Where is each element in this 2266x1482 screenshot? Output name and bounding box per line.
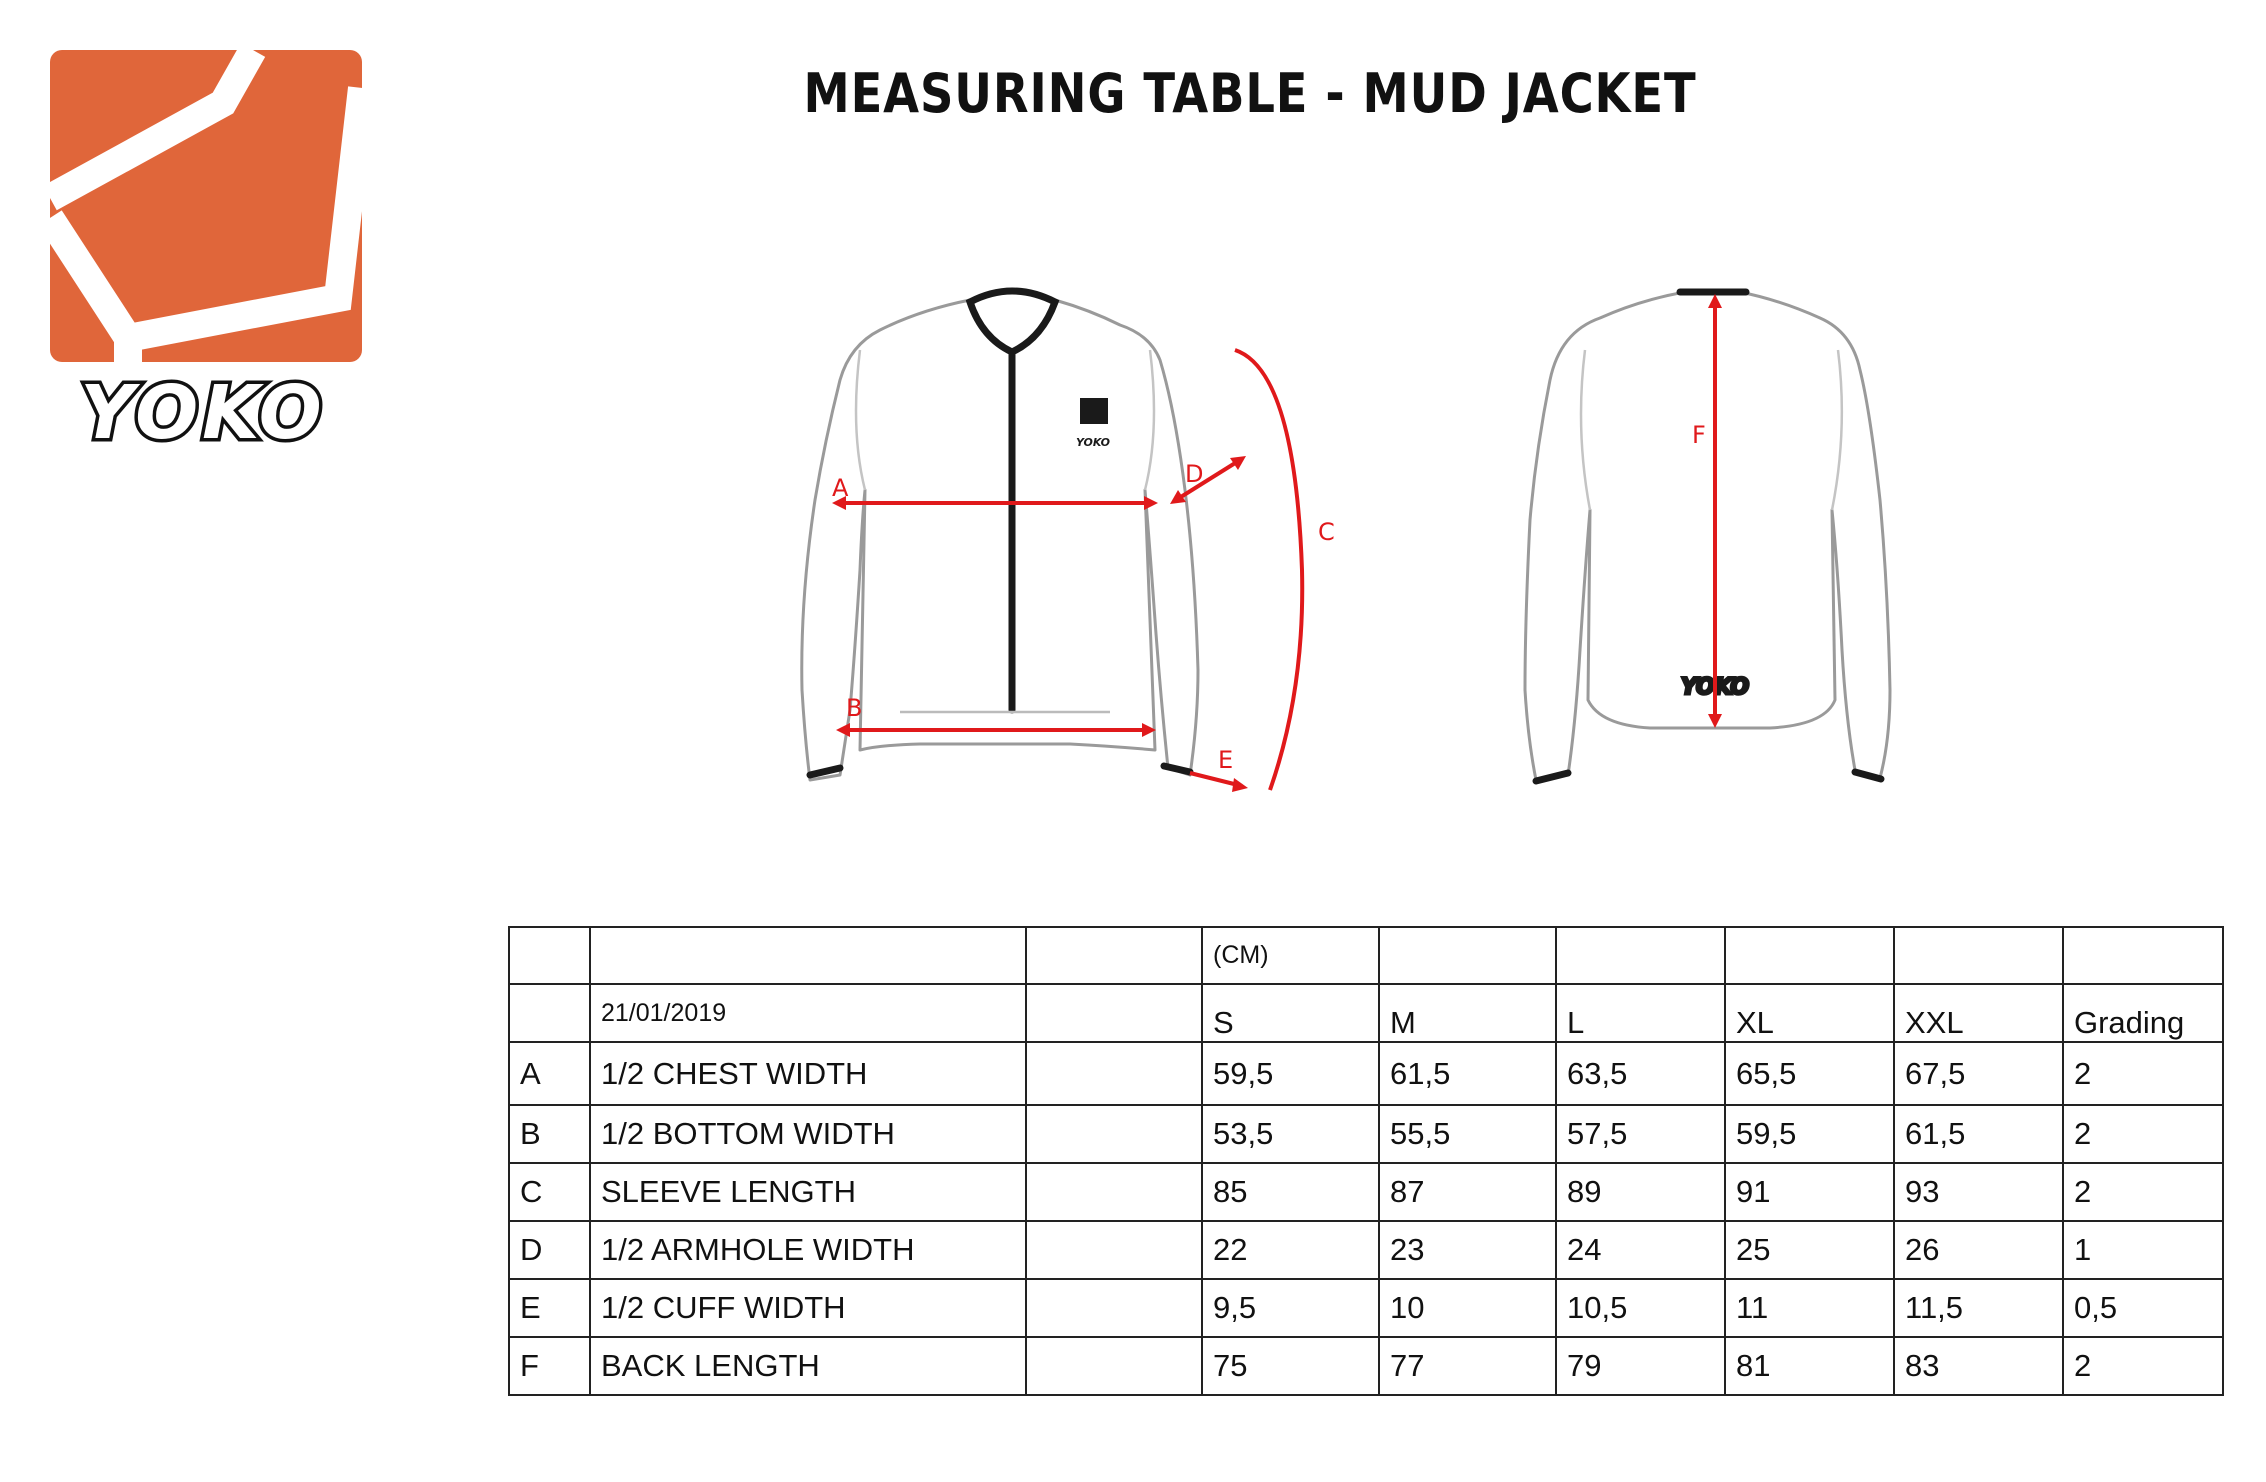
row-code: D (509, 1221, 590, 1279)
row-name: 1/2 CUFF WIDTH (590, 1279, 1026, 1337)
table-row-bottom-width (509, 1105, 2223, 1163)
value-grading: 1 (2063, 1221, 2223, 1279)
value-m: 55,5 (1379, 1105, 1556, 1163)
measure-c-curve (1235, 350, 1302, 790)
table-date: 21/01/2019 (590, 984, 1026, 1042)
value-s: 9,5 (1202, 1279, 1379, 1337)
row-code: C (509, 1163, 590, 1221)
unit-label: (CM) (1202, 927, 1379, 984)
chest-logo-text: YOKO (1075, 436, 1111, 449)
value-xl: 11 (1725, 1279, 1894, 1337)
jacket-back-cuff-left (1536, 773, 1568, 781)
value-xl: 81 (1725, 1337, 1894, 1395)
table-cell (509, 927, 590, 984)
value-xxl: 83 (1894, 1337, 2063, 1395)
table-cell (1026, 1042, 1202, 1105)
value-xxl: 26 (1894, 1221, 2063, 1279)
value-s: 59,5 (1202, 1042, 1379, 1105)
value-m: 77 (1379, 1337, 1556, 1395)
jacket-front-cuff-right (1164, 766, 1190, 772)
value-l: 10,5 (1556, 1279, 1725, 1337)
value-grading: 0,5 (2063, 1279, 2223, 1337)
jacket-front-view (802, 291, 1335, 792)
value-xl: 59,5 (1725, 1105, 1894, 1163)
row-name: SLEEVE LENGTH (590, 1163, 1026, 1221)
value-s: 53,5 (1202, 1105, 1379, 1163)
measure-a-arrow-right (1144, 496, 1158, 510)
value-l: 79 (1556, 1337, 1725, 1395)
value-xxl: 61,5 (1894, 1105, 2063, 1163)
table-row-sleeve-length (509, 1163, 2223, 1221)
table-cell (509, 984, 590, 1042)
measure-e-label: E (1218, 746, 1234, 774)
value-l: 89 (1556, 1163, 1725, 1221)
table-cell (1725, 927, 1894, 984)
table-cell (1379, 927, 1556, 984)
table-cell (1026, 1105, 1202, 1163)
size-header-xxl: XXL (1894, 984, 2063, 1042)
value-m: 10 (1379, 1279, 1556, 1337)
value-s: 22 (1202, 1221, 1379, 1279)
jacket-back-cuff-right (1855, 772, 1881, 779)
jacket-diagram (780, 270, 1960, 810)
value-grading: 2 (2063, 1042, 2223, 1105)
jacket-front-armhole-right (1145, 350, 1154, 490)
value-m: 23 (1379, 1221, 1556, 1279)
row-name: 1/2 ARMHOLE WIDTH (590, 1221, 1026, 1279)
measure-a-label: A (832, 474, 849, 502)
table-cell (590, 927, 1026, 984)
row-code: E (509, 1279, 590, 1337)
page-title: MEASURING TABLE - MUD JACKET (803, 62, 1697, 125)
jacket-front-cuff-left (810, 768, 840, 775)
measure-f-arrow-bottom (1708, 714, 1722, 728)
size-header-xl: XL (1725, 984, 1894, 1042)
table-cell (1026, 1221, 1202, 1279)
table-cell (1026, 984, 1202, 1042)
measurement-table (508, 926, 2224, 1396)
value-s: 75 (1202, 1337, 1379, 1395)
table-unit-row (509, 927, 2223, 984)
table-header-row (509, 984, 2223, 1042)
row-name: 1/2 CHEST WIDTH (590, 1042, 1026, 1105)
measure-b-label: B (846, 694, 863, 722)
table-cell (1026, 1279, 1202, 1337)
measure-c-label: C (1318, 518, 1335, 546)
jacket-back-armhole-left (1581, 350, 1590, 510)
row-code: B (509, 1105, 590, 1163)
table-row-chest-width (509, 1042, 2223, 1105)
value-grading: 2 (2063, 1337, 2223, 1395)
table-cell (1026, 927, 1202, 984)
logo-wordmark: YOKO (80, 370, 326, 448)
value-xl: 65,5 (1725, 1042, 1894, 1105)
jacket-front-collar (970, 291, 1055, 352)
value-xl: 91 (1725, 1163, 1894, 1221)
value-grading: 2 (2063, 1163, 2223, 1221)
size-header-m: M (1379, 984, 1556, 1042)
measure-b-arrow-left (836, 723, 850, 737)
table-cell (1894, 927, 2063, 984)
yoko-logo (48, 48, 368, 448)
value-m: 61,5 (1379, 1042, 1556, 1105)
measure-d-label: D (1185, 460, 1204, 488)
table-row-cuff-width (509, 1279, 2223, 1337)
table-row-armhole-width (509, 1221, 2223, 1279)
row-code: A (509, 1042, 590, 1105)
jacket-back-view (1525, 292, 1890, 781)
value-xl: 25 (1725, 1221, 1894, 1279)
size-header-s: S (1202, 984, 1379, 1042)
jacket-back-armhole-right (1832, 350, 1842, 510)
value-grading: 2 (2063, 1105, 2223, 1163)
value-l: 63,5 (1556, 1042, 1725, 1105)
value-s: 85 (1202, 1163, 1379, 1221)
value-xxl: 93 (1894, 1163, 2063, 1221)
jacket-front-armhole-left (856, 350, 865, 490)
measure-f-label: F (1692, 421, 1706, 449)
row-name: BACK LENGTH (590, 1337, 1026, 1395)
jacket-back-outline (1525, 292, 1890, 780)
measure-f-arrow-top (1708, 294, 1722, 308)
row-name: 1/2 BOTTOM WIDTH (590, 1105, 1026, 1163)
grading-header: Grading (2063, 984, 2223, 1042)
chest-logo-icon (1080, 398, 1108, 424)
table-cell (1026, 1337, 1202, 1395)
table-cell (2063, 927, 2223, 984)
measure-e-arrow (1232, 778, 1248, 792)
table-row-back-length (509, 1337, 2223, 1395)
size-header-l: L (1556, 984, 1725, 1042)
value-xxl: 67,5 (1894, 1042, 2063, 1105)
value-m: 87 (1379, 1163, 1556, 1221)
value-l: 57,5 (1556, 1105, 1725, 1163)
table-cell (1026, 1163, 1202, 1221)
value-xxl: 11,5 (1894, 1279, 2063, 1337)
value-l: 24 (1556, 1221, 1725, 1279)
row-code: F (509, 1337, 590, 1395)
table-cell (1556, 927, 1725, 984)
back-logo-text: YOKO (1680, 675, 1750, 700)
